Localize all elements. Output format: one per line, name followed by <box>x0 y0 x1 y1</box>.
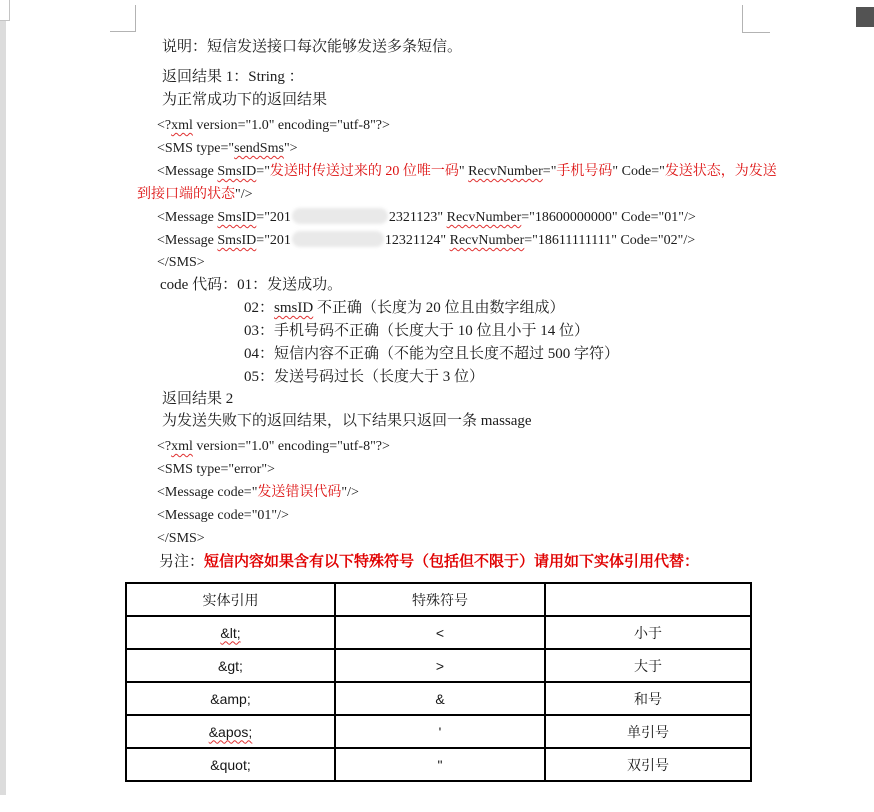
text-run: 另注： <box>159 554 205 570</box>
text-run: <? <box>157 439 172 454</box>
text-run: 为正常成功下的返回结果 <box>162 92 328 108</box>
text-run: RecvNumber <box>449 233 525 248</box>
text-run: RecvNumber <box>468 164 543 179</box>
doc-line-2 <box>162 68 304 87</box>
doc-line-4 <box>157 116 390 135</box>
table-cell-meaning: 小于 <box>545 616 751 649</box>
text-run: 04：短信内容不正确（不能为空且长度不超过 500 字符） <box>244 346 620 362</box>
doc-line-6 <box>157 162 777 181</box>
text-run: SmsID <box>217 210 257 225</box>
text-run: <Message <box>157 210 218 225</box>
text-run: 03：手机号码不正确（长度大于 10 位且小于 14 位） <box>244 323 590 339</box>
doc-line-9 <box>157 231 695 250</box>
text-run: 不正确（长度为 20 位且由数字组成） <box>313 300 565 316</box>
text-run: 发送时传送过来的 20 位唯一码 <box>269 164 459 179</box>
crop-mark-top-right-horizontal <box>742 32 770 33</box>
text-run: ="201 <box>256 233 291 248</box>
entity-reference-table <box>125 582 752 782</box>
text-run: 05：发送号码过长（长度大于 3 位） <box>244 369 485 385</box>
text-run: "/> <box>341 485 359 500</box>
text-run: &lt; <box>220 624 241 641</box>
table-cell-meaning: 大于 <box>545 649 751 682</box>
table-cell-meaning: 双引号 <box>545 748 751 781</box>
text-run: 返回结果 1：String ： <box>162 69 304 85</box>
crop-mark-top-right-vertical <box>742 5 743 33</box>
text-run: <SMS type=" <box>157 141 235 156</box>
table-row <box>126 649 751 682</box>
crop-mark-top-left-horizontal <box>110 31 136 32</box>
table-header-cell-3 <box>545 583 751 616</box>
doc-line-10 <box>157 253 205 272</box>
text-run: ="18611111111" Code="02"/> <box>524 233 696 248</box>
page-edge-notch <box>0 0 10 21</box>
text-run: RecvNumber <box>446 210 522 225</box>
doc-line-17 <box>162 412 532 431</box>
doc-line-5 <box>157 139 298 158</box>
text-run: <Message code="01"/> <box>157 508 289 523</box>
corner-box <box>856 7 874 27</box>
page-edge-strip <box>0 0 6 795</box>
text-run: sendSms <box>234 141 284 156</box>
doc-line-23 <box>159 553 699 572</box>
text-run: <Message <box>157 164 218 179</box>
table-header-row <box>126 583 751 616</box>
text-run: 短信内容如果含有以下特殊符号（包括但不限于）请用如下实体引用代替： <box>204 554 700 570</box>
text-run: "/> <box>235 187 253 202</box>
text-run: "> <box>283 141 298 156</box>
text-run: version="1.0" encoding="utf-8"?> <box>192 439 390 454</box>
text-run: smsID <box>274 300 314 316</box>
doc-line-8 <box>157 208 696 227</box>
redacted-blur <box>292 231 384 247</box>
table-row <box>126 682 751 715</box>
table-row <box>126 715 751 748</box>
text-run: SmsID <box>217 164 257 179</box>
text-run: SmsID <box>217 233 257 248</box>
text-run: code 代码：01：发送成功。 <box>160 277 343 293</box>
text-run: version="1.0" encoding="utf-8"?> <box>192 118 390 133</box>
doc-line-20 <box>157 483 359 502</box>
text-run: 2321123" <box>388 210 447 225</box>
text-run: " <box>458 164 469 179</box>
table-row <box>126 748 751 781</box>
table-header-cell-2: 特殊符号 <box>335 583 545 616</box>
text-run: xml <box>171 439 193 454</box>
table-cell-symbol: " <box>335 748 545 781</box>
doc-line-3 <box>162 91 327 110</box>
text-run: 为发送失败下的返回结果，以下结果只返回一条 massage <box>162 413 532 429</box>
doc-line-13 <box>244 322 589 341</box>
table-cell-symbol: < <box>335 616 545 649</box>
text-run: &apos; <box>208 723 253 740</box>
table-cell-entity: &gt; <box>126 649 335 682</box>
text-run: 说明：短信发送接口每次能够发送多条短信。 <box>162 39 463 55</box>
doc-line-19 <box>157 460 275 479</box>
text-run: ="18600000000" Code="01"/> <box>521 210 696 225</box>
doc-line-12 <box>244 299 564 318</box>
doc-line-14 <box>244 345 619 364</box>
doc-line-11 <box>160 276 342 295</box>
text-run: =" <box>542 164 557 179</box>
text-run: 发送状态，为发送 <box>664 164 777 179</box>
table-header-cell-1: 实体引用 <box>126 583 335 616</box>
table-cell-symbol: > <box>335 649 545 682</box>
doc-line-7 <box>137 185 253 204</box>
text-run: </SMS> <box>157 255 205 270</box>
text-run: " Code=" <box>612 164 665 179</box>
table-cell-symbol: ' <box>335 715 545 748</box>
doc-line-21 <box>157 506 289 525</box>
doc-line-15 <box>244 368 484 387</box>
redacted-blur <box>292 208 388 224</box>
table-cell-entity: &amp; <box>126 682 335 715</box>
text-run: 12321124" <box>384 233 450 248</box>
text-run: =" <box>256 164 270 179</box>
text-run: <Message <box>157 233 218 248</box>
text-run: </SMS> <box>157 531 205 546</box>
text-run: 返回结果 2 <box>162 391 234 407</box>
doc-line-22 <box>157 529 205 548</box>
table-row <box>126 616 751 649</box>
text-run: xml <box>171 118 193 133</box>
doc-line-16 <box>162 390 233 409</box>
text-run: <Message code=" <box>157 485 258 500</box>
doc-line-18 <box>157 437 390 456</box>
text-run: <? <box>157 118 172 133</box>
crop-mark-top-left-vertical <box>135 5 136 32</box>
doc-line-1 <box>162 38 462 57</box>
table-cell-entity <box>126 616 335 649</box>
table-cell-entity <box>126 715 335 748</box>
text-run: <SMS type="error"> <box>157 462 275 477</box>
text-run: 到接口端的状态 <box>137 187 235 202</box>
text-run: ="201 <box>256 210 291 225</box>
text-run: 手机号码 <box>556 164 613 179</box>
table-cell-meaning: 和号 <box>545 682 751 715</box>
table-cell-symbol: & <box>335 682 545 715</box>
table-cell-meaning: 单引号 <box>545 715 751 748</box>
table-cell-entity: &quot; <box>126 748 335 781</box>
text-run: 02： <box>244 300 275 316</box>
text-run: 发送错误代码 <box>257 485 342 500</box>
